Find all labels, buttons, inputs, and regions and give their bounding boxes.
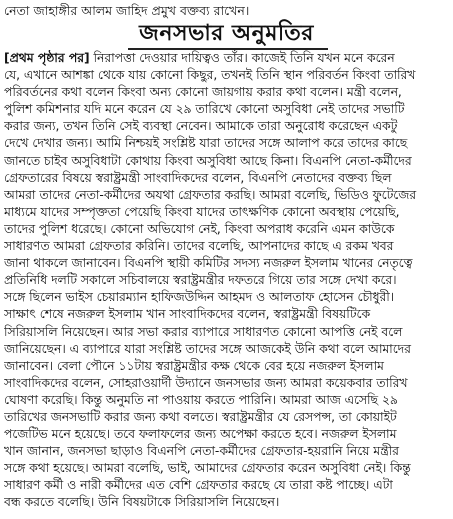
article-line: যে, এখানে আশঙ্কা থেকে যায় কোনো কিছুর, তখনই তিনি স্থান পরিবর্তন কিংবা তারিখ (4, 68, 416, 83)
article-line: দেখে দেখার জন্য। আমি নিশ্চয়ই সংশ্লিষ্ট যারা তাদের সঙ্গে আলাপ করে তাদের কাছে (4, 136, 408, 151)
article-line: সাক্ষাৎ শেষে নজরুল ইসলাম খান সাংবাদিকদের বলেন, স্বরাষ্ট্রমন্ত্রী বিষয়টিকে (4, 307, 371, 322)
article-line: পজেটিভ মনে হয়েছে। তবে ফলাফলের জন্য অপেক্ষা করতে হবে। নজরুল ইসলাম (4, 427, 397, 442)
article-line: সঙ্গে কথা হয়েছে। আমরা বলেছি, ভাই, আমাদের গ্রেফতার করেন অসুবিধা নেই। কিন্তু (4, 461, 411, 476)
article-body (4, 50, 450, 512)
article-line: জানিয়েছেন। এ ব্যাপারে যারা সংশ্লিষ্ট তাদের সঙ্গে আজকেই উনি কথা বলে আমাদের (4, 341, 411, 356)
article-line: গ্রেফতারের বিষয়ে স্বরাষ্ট্রমন্ত্রী সাংবাদিকদের বলেন, বিএনপি নেতাদের বক্তব্য ছিল (4, 170, 392, 185)
article-line: সঙ্গে ছিলেন ভাইস চেয়ারম্যান হাফিজউদ্দিন আহমদ ও আলতাফ হোসেন চৌধুরী। (4, 290, 395, 305)
article-line: করার জন্য, তখন তিনি সেই ব্যবস্থা নেবেন। আমাকে তারা অনুরোধ করেছেন একটু (4, 119, 398, 134)
article-line: সিরিয়াসলি নিয়েছেন। আর সভা করার ব্যাপারে সাধারণত কোনো আপত্তি নেই বলে (4, 324, 403, 339)
article-line: তাদের পুলিশ ধরেছে। কোনো অভিযোগ নেই, কিংবা অপরাধ করেনি এমন কাউকে (4, 221, 395, 236)
article-line: জানাবেন। বেলা পৌনে ১১টায় স্বরাষ্ট্রমন্ত্রীর কক্ষ থেকে বের হয়ে নজরুল ইসলাম (4, 358, 384, 373)
article-line: মাধ্যমে যাদের সম্পৃক্ততা পেয়েছি কিংবা যাদের তাৎক্ষণিক কোনো অবস্থায় পেয়েছি, (4, 204, 400, 219)
first-line-text: নিরাপত্তা দেওয়ার দায়িত্বও তাঁর। কাজেই তিনি যখন মনে করেন (89, 51, 395, 65)
article-headline: জনসভার অনুমতির (139, 21, 314, 46)
article-line: তারিখের জনসভাটি করার জন্য কথা বলতে। স্বরাষ্ট্রমন্ত্রীর যে রেসপন্স, তা কোয়াইট (4, 409, 397, 424)
article-line: বন্ধ করতে বলেছি। উনি বিষয়টাকে সিরিয়াসলি নিয়েছেন। (4, 495, 280, 510)
article-line: জানতে চাইব অসুবিধাটা কোথায় কিংবা অসুবিধা আছে কিনা। বিএনপি নেতা-কর্মীদের (4, 153, 412, 168)
article-line: সাধারণত আমরা গ্রেফতার করিনি। তাদের বলেছি, আপনাদের কাছে এ রকম খবর (4, 239, 394, 254)
article-line: ঘোষণা করেছি। কিন্তু অনুমতি না পাওয়ায় করতে পারিনি। আমরা আজ এসেছি ২৯ (4, 392, 398, 407)
article-line: পরিবর্তনের কথা বলেন কিংবা অন্য কোনো জায়গায় করার কথা বলেন। মন্ত্রী বলেন, (4, 85, 402, 100)
article-line: খান জানান, জনসভা ছাড়াও বিএনপি নেতা-কর্মীদের গ্রেফতার-হয়রানি নিয়ে মন্ত্রীর (4, 444, 399, 459)
article-line (4, 50, 450, 67)
article-line: আমরা তাদের নেতা-কর্মীদের অযথা গ্রেফতার করছি। আমরা বলেছি, ভিডিও ফুটেজের (4, 187, 417, 202)
article-line: প্রতিনিধি দলটি সকালে সচিবালয়ে স্বরাষ্ট্রমন্ত্রীর দফতরে গিয়ে তার সঙ্গে দেখা করে। (4, 273, 397, 288)
article-line: সাংবাদিকদের বলেন, সোহরাওয়ার্দী উদ্যানে জনসভার জন্য আমরা কয়েকবার তারিখ (4, 375, 408, 390)
article-line: পুলিশ কমিশনার যদি মনে করেন যে ২৯ তারিখে কোনো অসুবিধা নেই তাদের সভাটি (4, 102, 405, 117)
article-line: সাধারণ কর্মী ও নারী কর্মীদের এত বেশি গ্রেফতার করছে যে তারা কষ্ট পাচ্ছে। এটা (4, 478, 393, 493)
continued-marker: [প্রথম পৃষ্ঠার পর] (4, 51, 90, 65)
article-line: জানা থাকলে জানাবেন। বিএনপি স্থায়ী কমিটির সদস্য নজরুল ইসলাম খানের নেতৃত্বে (4, 256, 413, 271)
previous-article-tail: নেতা জাহাঙ্গীর আলম জাহিদ প্রমুখ বক্তব্য রাখেন। (4, 3, 250, 18)
